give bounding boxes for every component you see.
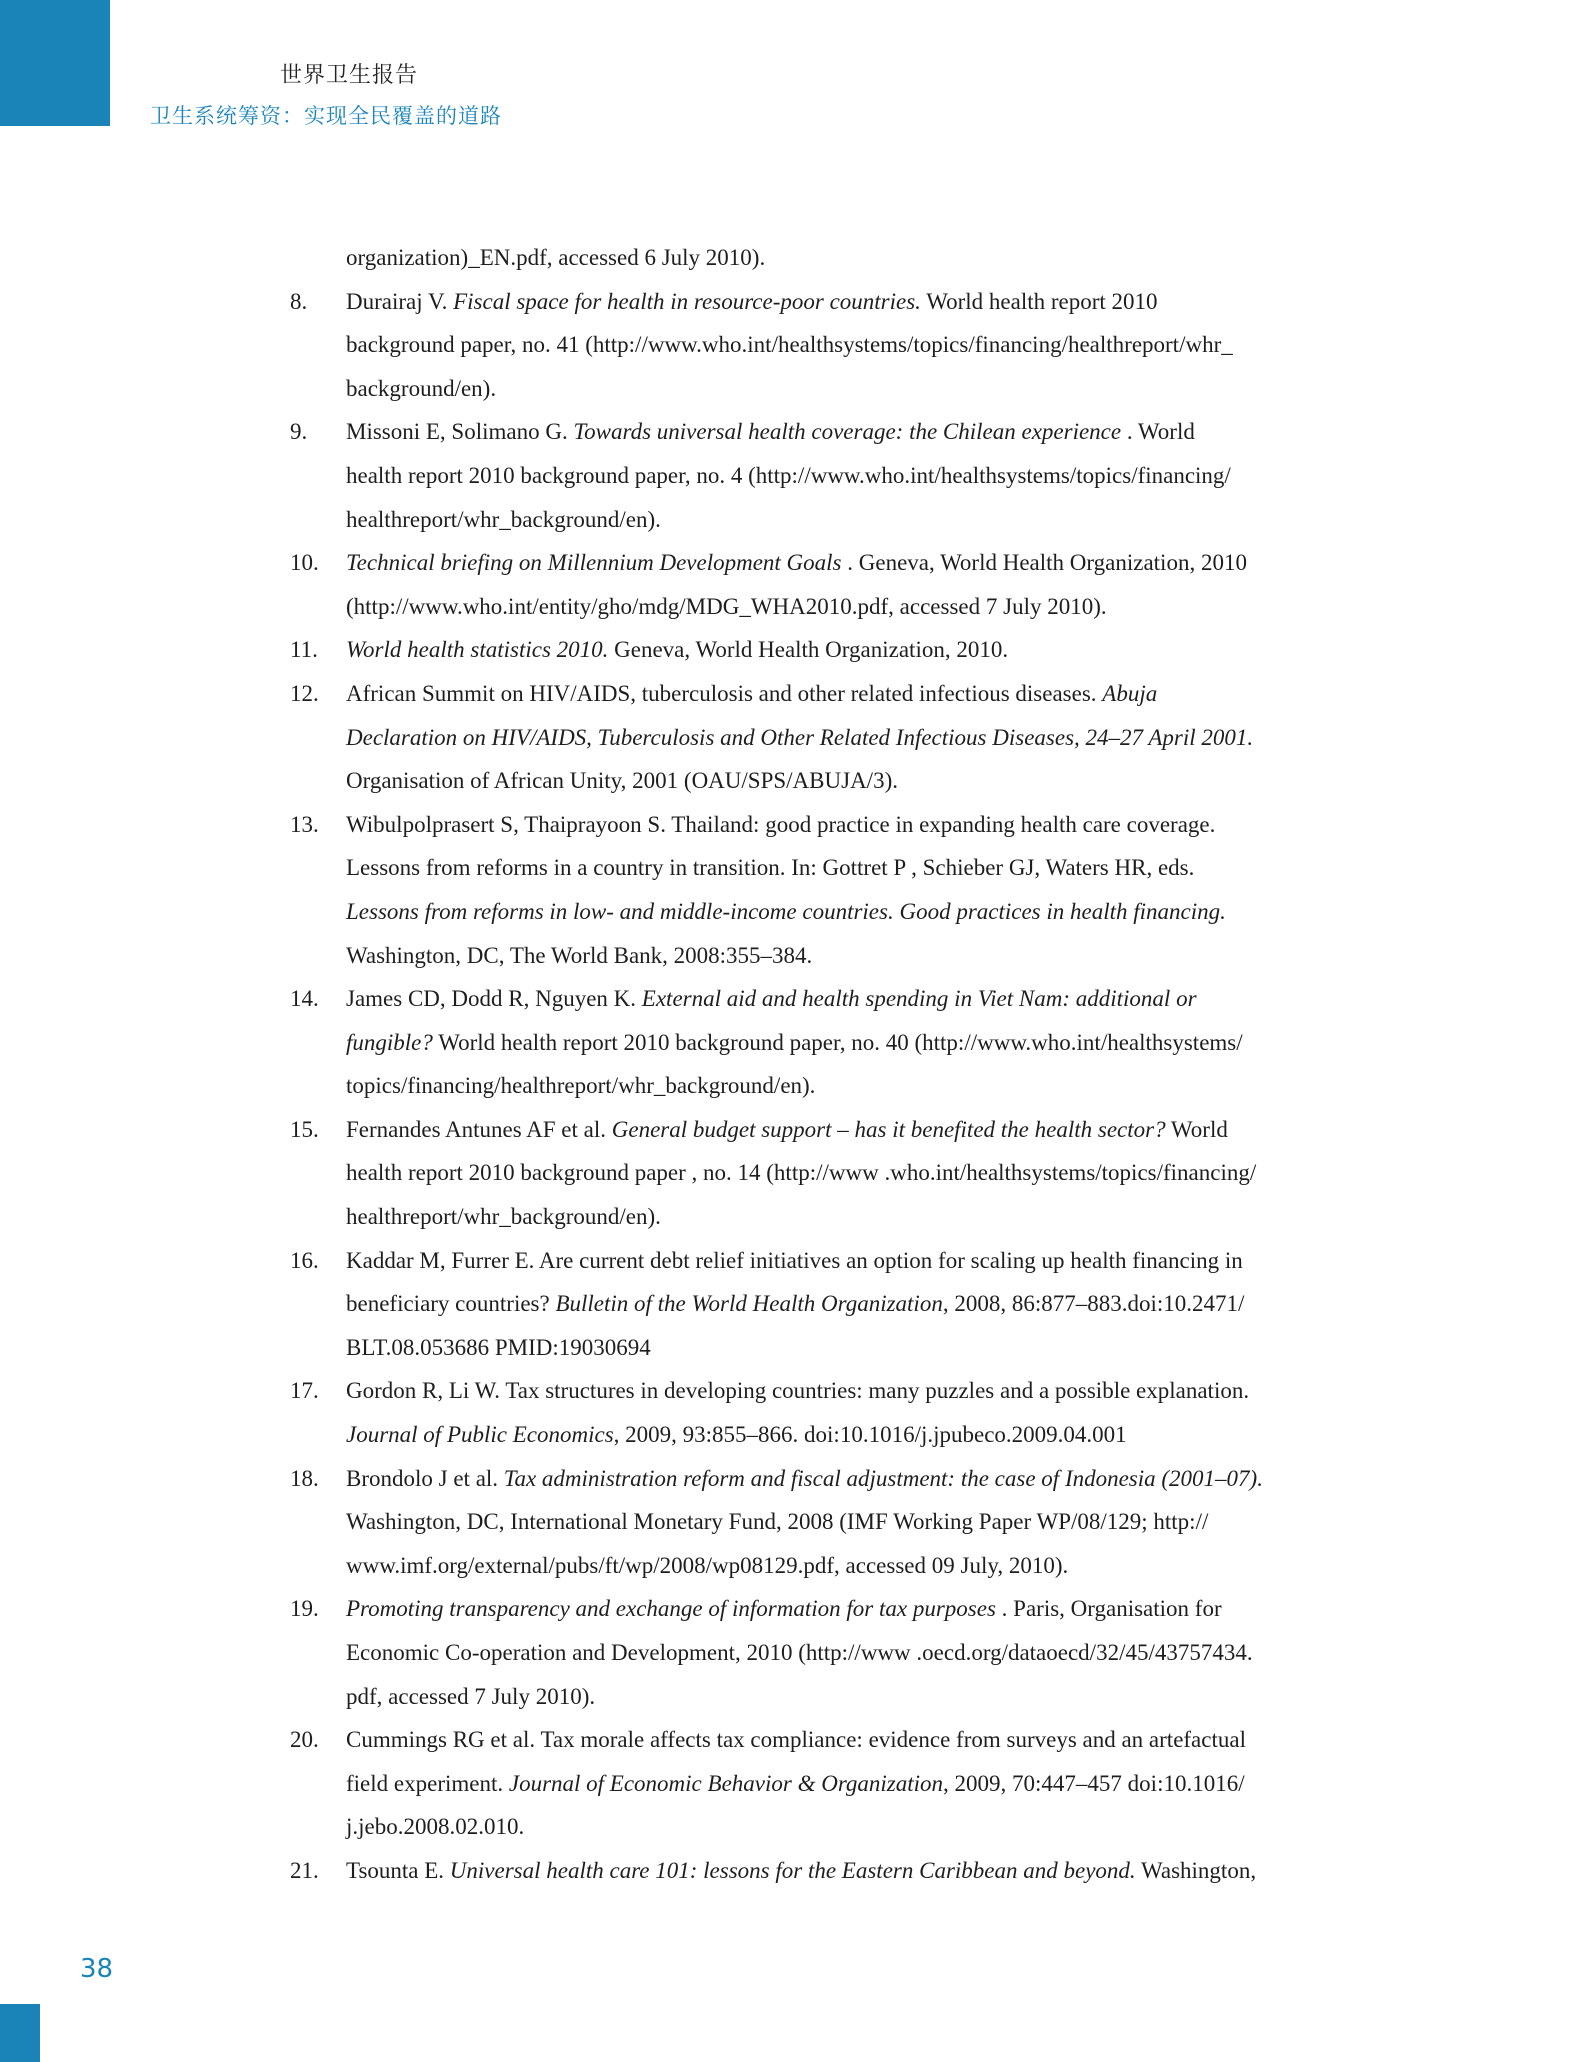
reference-text: Organisation of African Unity, 2001 (OAU/SPS/ABUJA/3). [346, 768, 898, 794]
reference-text: organization)_EN.pdf, accessed 6 July 2010). [346, 245, 766, 270]
reference-line [290, 1151, 1400, 1195]
reference-line [290, 1849, 1400, 1893]
reference-text: topics/financing/healthreport/whr_background/en). [346, 1073, 816, 1099]
reference-list [290, 236, 1400, 1893]
reference-text: Washington, DC, International Monetary Fund, 2008 (IMF Working Paper WP/08/129; http:// [346, 1509, 1209, 1535]
reference-line [290, 236, 1400, 280]
reference-line [290, 803, 1400, 847]
reference-line [290, 541, 1400, 585]
reference-line [290, 759, 1400, 803]
reference-number: 16. [290, 1247, 319, 1273]
reference-line [290, 890, 1400, 934]
reference-line [290, 1457, 1400, 1501]
reference-text: background/en). [346, 375, 497, 401]
reference-line [290, 672, 1400, 716]
reference-text: (http://www.who.int/entity/gho/mdg/MDG_WHA2010.pdf, accessed 7 July 2010). [346, 593, 1107, 619]
reference-line [290, 323, 1400, 367]
reference-text: Washington, DC, The World Bank, 2008:355–384. [346, 942, 813, 968]
reference-text: fungible? World health report 2010 background paper, no. 40 (http://www.who.int/healthsystems/ [346, 1029, 1243, 1055]
reference-line [290, 1282, 1400, 1326]
reference-number: 8. [290, 288, 308, 314]
reference-line [290, 846, 1400, 890]
reference-text: beneficiary countries? Bulletin of the World Health Organization, 2008, 86:877–883.doi:10.2471/ [346, 1291, 1245, 1317]
reference-text: www.imf.org/external/pubs/ft/wp/2008/wp08129.pdf, accessed 09 July, 2010). [346, 1552, 1069, 1578]
reference-number: 14. [290, 986, 319, 1012]
reference-text: Durairaj V. Fiscal space for health in resource-poor countries. World health report 2010 [346, 288, 1158, 314]
reference-line [290, 367, 1400, 411]
reference-text: Missoni E, Solimano G. Towards universal health coverage: the Chilean experience . World [346, 419, 1195, 445]
reference-line [290, 1805, 1400, 1849]
reference-line [290, 498, 1400, 542]
reference-line [290, 1762, 1400, 1806]
reference-text: health report 2010 background paper, no. 4 (http://www.who.int/healthsystems/topics/financing/ [346, 462, 1231, 488]
reference-text: Lessons from reforms in a country in transition. In: Gottret P , Schieber GJ, Waters HR, eds. [346, 855, 1195, 881]
reference-line [290, 934, 1400, 978]
reference-number: 18. [290, 1465, 319, 1491]
reference-text: Economic Co-operation and Development, 2010 (http://www .oecd.org/dataoecd/32/45/43757434. [346, 1640, 1253, 1665]
reference-line [290, 1587, 1400, 1631]
reference-line [290, 1413, 1400, 1457]
reference-line [290, 1675, 1400, 1719]
reference-text: BLT.08.053686 PMID:19030694 [346, 1334, 651, 1360]
reference-number: 17. [290, 1378, 319, 1404]
reference-text: Wibulpolprasert S, Thaiprayoon S. Thailand: good practice in expanding health care coverage. [346, 811, 1216, 837]
reference-line [290, 585, 1400, 629]
reference-line [290, 628, 1400, 672]
reference-line [290, 1108, 1400, 1152]
reference-line [290, 1064, 1400, 1108]
reference-number: 11. [290, 637, 318, 663]
reference-text: African Summit on HIV/AIDS, tuberculosis and other related infectious diseases. Abuja [346, 680, 1158, 706]
reference-line [290, 454, 1400, 498]
reference-number: 21. [290, 1857, 319, 1883]
reference-text: healthreport/whr_background/en). [346, 506, 661, 532]
reference-line [290, 1195, 1400, 1239]
reference-number: 12. [290, 680, 319, 706]
reference-line [290, 410, 1400, 454]
reference-line [290, 1369, 1400, 1413]
reference-number: 10. [290, 550, 319, 576]
reference-text: Brondolo J et al. Tax administration reform and fiscal adjustment: the case of Indonesia (2001–07). [346, 1465, 1263, 1491]
reference-number: 20. [290, 1727, 319, 1753]
header-corner-block [0, 0, 110, 126]
reference-line [290, 1326, 1400, 1370]
reference-line [290, 1631, 1400, 1675]
reference-text: background paper, no. 41 (http://www.who.int/healthsystems/topics/financing/healthreport/whr_ [346, 332, 1233, 358]
footer-corner-block [0, 2004, 40, 2062]
reference-line [290, 1544, 1400, 1588]
reference-text: Tsounta E. Universal health care 101: lessons for the Eastern Caribbean and beyond. Washington, [346, 1857, 1257, 1883]
reference-text: field experiment. Journal of Economic Behavior & Organization, 2009, 70:447–457 doi:10.1016/ [346, 1770, 1245, 1796]
reference-line [290, 1239, 1400, 1283]
page-number: 38 [80, 1954, 114, 1984]
reference-text: healthreport/whr_background/en). [346, 1204, 661, 1230]
reference-number: 9. [290, 419, 308, 445]
reference-text: health report 2010 background paper , no. 14 (http://www .who.int/healthsystems/topics/financing/ [346, 1160, 1257, 1186]
reference-text: Gordon R, Li W. Tax structures in developing countries: many puzzles and a possible explanation. [346, 1378, 1250, 1404]
reference-text: Kaddar M, Furrer E. Are current debt relief initiatives an option for scaling up health financing in [346, 1247, 1243, 1273]
reference-line [290, 716, 1400, 760]
reference-text: Cummings RG et al. Tax morale affects tax compliance: evidence from surveys and an artefactual [346, 1727, 1246, 1753]
reference-number: 19. [290, 1596, 319, 1622]
reference-line [290, 1021, 1400, 1065]
reference-text: Declaration on HIV/AIDS, Tuberculosis and Other Related Infectious Diseases, 24–27 April 2001. [346, 724, 1254, 750]
reference-number: 15. [290, 1116, 319, 1142]
reference-text: World health statistics 2010. Geneva, World Health Organization, 2010. [346, 637, 1009, 663]
reference-line [290, 1718, 1400, 1762]
reference-text: j.jebo.2008.02.010. [346, 1814, 525, 1840]
report-title: 世界卫生报告 [280, 63, 419, 88]
reference-line [290, 977, 1400, 1021]
reference-line [290, 280, 1400, 324]
reference-text: Fernandes Antunes AF et al. General budget support – has it benefited the health sector? World [346, 1116, 1228, 1142]
reference-text: Lessons from reforms in low- and middle-income countries. Good practices in health financing. [346, 898, 1226, 924]
reference-text: James CD, Dodd R, Nguyen K. External aid and health spending in Viet Nam: additional or [346, 986, 1197, 1012]
reference-number: 13. [290, 811, 319, 837]
reference-text: pdf, accessed 7 July 2010). [346, 1683, 596, 1709]
reference-text: Journal of Public Economics, 2009, 93:855–866. doi:10.1016/j.jpubeco.2009.04.001 [346, 1422, 1127, 1448]
reference-line [290, 1500, 1400, 1544]
reference-text: Technical briefing on Millennium Development Goals . Geneva, World Health Organization, 2010 [346, 550, 1247, 576]
report-subtitle: 卫生系统筹资：实现全民覆盖的道路 [150, 104, 502, 128]
reference-text: Promoting transparency and exchange of information for tax purposes . Paris, Organisation for [346, 1596, 1222, 1622]
